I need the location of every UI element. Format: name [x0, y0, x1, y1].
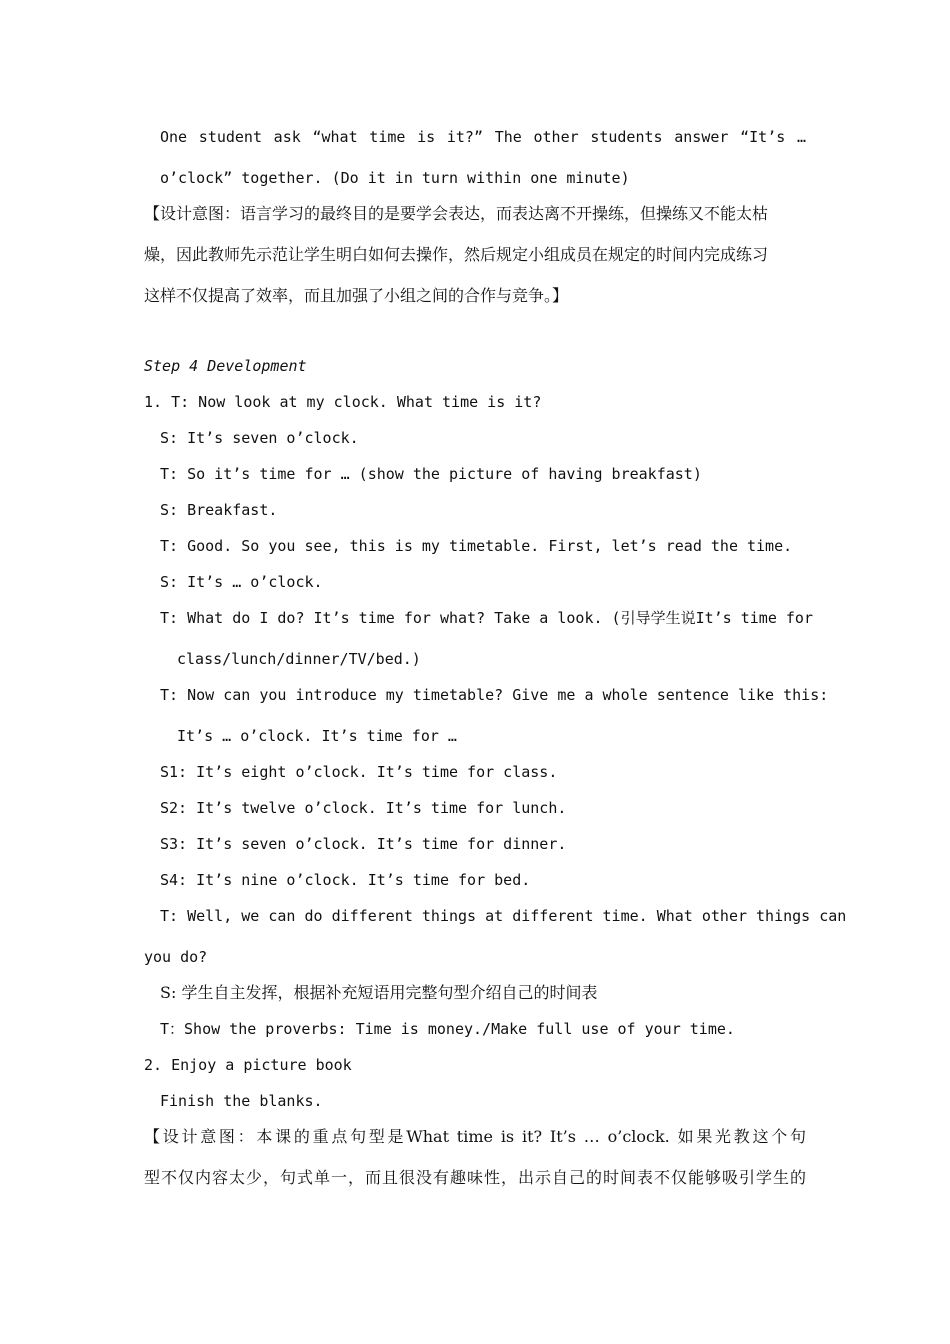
dialogue-line: S2: It’s twelve o’clock. It’s time for lunch.: [160, 799, 567, 817]
dialogue-line: class/lunch/dinner/TV/bed.): [177, 650, 421, 668]
dialogue-line: 1. T: Now look at my clock. What time is it?: [144, 393, 542, 411]
step-heading: Step 4 Development: [144, 357, 307, 375]
dialogue-line: S4: It’s nine o’clock. It’s time for bed.: [160, 871, 531, 889]
dialogue-line: S3: It’s seven o’clock. It’s time for dinner.: [160, 835, 567, 853]
dialogue-line: T: Good. So you see, this is my timetable. First, let’s read the time.: [160, 537, 793, 555]
design-note-2-line-1: 【设计意图：本课的重点句型是What time is it? It’s … o’clock. 如果光教这个句: [144, 1127, 806, 1146]
dialogue-line: you do?: [144, 948, 208, 966]
dialogue-line: 2. Enjoy a picture book: [144, 1056, 352, 1074]
dialogue-line: T: Now can you introduce my timetable? Give me a whole sentence like this:: [160, 686, 829, 704]
design-note-1-line-2: 燥，因此教师先示范让学生明白如何去操作，然后规定小组成员在规定的时间内完成练习: [144, 245, 769, 264]
design-note-2-line-2: 型不仅内容太少，句式单一，而且很没有趣味性，出示自己的时间表不仅能够吸引学生的: [144, 1168, 806, 1187]
dialogue-line: T: What do I do? It’s time for what? Take a look. (引导学生说It’s time for: [160, 609, 813, 627]
dialogue-line: S1: It’s eight o’clock. It’s time for class.: [160, 763, 558, 781]
activity-instruction-line-2: o’clock” together. (Do it in turn within one minute): [160, 169, 630, 187]
dialogue-line: S: It’s seven o’clock.: [160, 429, 359, 447]
design-note-1-line-1: 【设计意图：语言学习的最终目的是要学会表达，而表达离不开操练，但操练又不能太枯: [144, 204, 769, 223]
dialogue-line: S: Breakfast.: [160, 501, 278, 519]
dialogue-line: Finish the blanks.: [160, 1092, 323, 1110]
activity-instruction-line-1: One student ask “what time is it?” The other students answer “It’s …: [160, 128, 806, 146]
design-note-1-line-3: 这样不仅提高了效率，而且加强了小组之间的合作与竞争。】: [144, 286, 569, 305]
dialogue-line: T: So it’s time for … (show the picture of having breakfast): [160, 465, 702, 483]
dialogue-line: S: It’s … o’clock.: [160, 573, 323, 591]
dialogue-line: T：Show the proverbs: Time is money./Make full use of your time.: [160, 1020, 735, 1038]
dialogue-line: It’s … o’clock. It’s time for …: [177, 727, 457, 745]
dialogue-line: S: 学生自主发挥，根据补充短语用完整句型介绍自己的时间表: [160, 983, 598, 1002]
dialogue-line: T: Well, we can do different things at different time. What other things can: [160, 907, 847, 925]
